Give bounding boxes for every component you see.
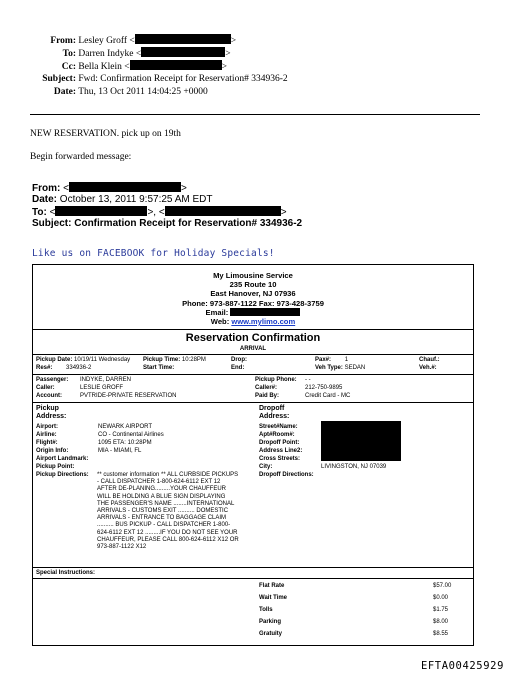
paid-by-label: Paid By:: [255, 393, 280, 399]
city-label: City:: [259, 464, 273, 470]
caller-number: [255, 385, 342, 392]
origin-row: [36, 448, 141, 455]
pax: [315, 357, 348, 364]
fwd-bracket: >: [180, 183, 187, 194]
caller: [36, 385, 123, 392]
redaction-box: [69, 182, 181, 192]
origin-label: Origin Info:: [36, 448, 69, 454]
company-block: [33, 271, 473, 326]
end-label: End:: [231, 365, 245, 371]
directions-line: 624-6112 EXT 12 .........IF YOU DO NOT SEE YOUR: [97, 529, 238, 536]
charge-label: Tolls: [259, 607, 273, 613]
airport-row: [36, 424, 152, 431]
company-address-1: 235 Route 10: [229, 280, 277, 290]
fwd-from-value: <: [63, 183, 69, 194]
email-to-row: [0, 47, 480, 61]
email-cc-row: [0, 60, 480, 74]
fwd-from-label: From:: [32, 183, 61, 194]
pickup-address-label: Address:: [36, 413, 67, 420]
directions-line: WILL BE HOLDING A BLUE SIGN DISPLAYING: [97, 493, 226, 500]
pickup-time: [143, 357, 206, 364]
email-to-label: To:: [62, 49, 76, 59]
passenger: [36, 377, 131, 384]
redaction-box: [55, 206, 147, 216]
email-subject-label: Subject:: [42, 74, 76, 84]
divider: [33, 578, 473, 579]
fwd-subject-label: Subject:: [32, 218, 72, 229]
res-label: Res#:: [36, 365, 53, 371]
email-cc-value: Bella Klein <: [78, 62, 130, 72]
redaction-box: [130, 60, 222, 70]
flight-row: [36, 440, 152, 447]
charge-value: $57.00: [433, 583, 452, 589]
pickup-date: [36, 357, 130, 364]
body-line-1: NEW RESERVATION. pick up on 19th: [30, 129, 181, 139]
airline-row: [36, 432, 164, 439]
email-subject-row: [0, 73, 480, 86]
passenger-label: Passenger:: [36, 377, 69, 383]
caller-number-label: Caller#:: [255, 385, 278, 391]
directions-line: ARRIVALS - ENTRANCE TO BAGGAGE CLAIM: [97, 515, 227, 522]
caller-number-value: 212-750-9895: [305, 385, 343, 391]
airport-value: NEWARK AIRPORT: [98, 424, 153, 430]
redaction-box: [230, 308, 300, 316]
city-row: [259, 464, 386, 471]
pax-label: Pax#:: [315, 357, 332, 363]
directions-line: ARRIVALS - CUSTOMS EXIT .......... DOMESTIC: [97, 508, 229, 515]
fwd-to-separator: >, <: [147, 207, 165, 218]
res-value: 334936-2: [66, 365, 92, 371]
charge-value: $0.00: [433, 595, 449, 601]
email-to-value: Darren Indyke <: [78, 49, 142, 59]
apt-label: Apt#Room#:: [259, 432, 295, 438]
email-from-label: From:: [50, 36, 76, 46]
fwd-subject-row: [32, 218, 302, 230]
paid-by-value: Credit Card - MC: [305, 393, 351, 399]
email-from-row: [0, 34, 480, 48]
redaction-box: [321, 421, 401, 461]
redaction-box: [141, 47, 225, 57]
caller-label: Caller:: [36, 385, 55, 391]
account-label: Account:: [36, 393, 62, 399]
company-web-row: [33, 317, 473, 326]
pickup-point-label: Pickup Point:: [36, 464, 75, 470]
company-email-row: [33, 308, 473, 317]
fwd-date-label: Date:: [32, 194, 58, 205]
pickup-phone-value: - -: [305, 377, 311, 383]
pickup-date-value: 10/19/11 Wednesday: [74, 357, 131, 363]
landmark-label: Airport Landmark:: [36, 456, 89, 462]
veh-label: Veh.#:: [419, 365, 437, 371]
flight-label: Flight#:: [36, 440, 58, 446]
charge-label: Wait Time: [259, 595, 288, 601]
pickup-date-label: Pickup Date:: [36, 357, 73, 363]
chauf-label: Chauf.:: [419, 357, 440, 363]
header-divider: [30, 114, 480, 115]
dropoff-directions-label: Dropoff Directions:: [259, 472, 314, 478]
redaction-box: [165, 206, 281, 216]
paid-by: [255, 393, 350, 400]
charge-label: Flat Rate: [259, 583, 285, 589]
airline-label: Airline:: [36, 432, 57, 438]
directions-text: [97, 472, 257, 551]
reservation-title: Reservation Confirmation: [185, 332, 321, 344]
charge-label: Gratuity: [259, 631, 283, 637]
email-subject-value: Fwd: Confirmation Receipt for Reservation# 334936-2: [78, 74, 288, 84]
dropoff-point-label: Dropoff Point:: [259, 440, 300, 446]
flight-value: 1095 ETA: 10:28PM: [98, 440, 152, 446]
drop-label: Drop:: [231, 357, 247, 363]
pickup-time-value: 10:28PM: [181, 357, 206, 363]
email-from-value: Lesley Groff <: [78, 36, 135, 46]
email-date-row: [0, 86, 480, 99]
account-value: PVTRIDE-PRIVATE RESERVATION: [80, 393, 177, 399]
email-bracket: >: [225, 49, 231, 59]
divider: [33, 329, 473, 330]
directions-line: 973-887-1122 X12: [97, 544, 147, 551]
divider: [33, 354, 473, 355]
res-number: [36, 365, 91, 372]
body-line-2: Begin forwarded message:: [30, 152, 132, 162]
redaction-box: [135, 34, 231, 44]
charge-value: $8.00: [433, 619, 449, 625]
fwd-to-label: To:: [32, 207, 47, 218]
fwd-date-value: October 13, 2011 9:57:25 AM EDT: [59, 194, 213, 205]
street-label: Street#Name:: [259, 424, 298, 430]
special-instructions-label: Special Instructions:: [36, 570, 96, 576]
email-bracket: >: [221, 62, 227, 72]
email-cc-label: Cc:: [61, 62, 76, 72]
directions-label: Pickup Directions:: [36, 472, 89, 478]
company-email-label: Email:: [205, 307, 229, 317]
reservation-subtitle: ARRIVAL: [239, 346, 267, 352]
company-web-label: Web:: [210, 317, 230, 327]
company-name: My Limousine Service: [213, 271, 293, 280]
city-value: LIVINGSTON, NJ 07039: [321, 464, 387, 470]
directions-line: ** customer information ** ALL CURBSIDE PICKUPS: [97, 472, 239, 478]
charge-label: Parking: [259, 619, 282, 625]
divider: [33, 567, 473, 568]
veh-type-label: Veh Type:: [315, 365, 343, 371]
email-bracket: >: [230, 36, 237, 46]
divider: [33, 402, 473, 403]
veh-type-value: SEDAN: [344, 365, 366, 371]
veh-type: [315, 365, 365, 372]
fwd-bracket: >: [280, 207, 287, 218]
passenger-value: INDYKE, DARREN: [80, 377, 132, 383]
dropoff-address-label: Address:: [259, 413, 290, 420]
airline-value: CO - Continental Airlines: [98, 432, 164, 438]
directions-line: THE PASSENGER'S NAME ........INTERNATIONAL: [97, 500, 235, 507]
cross-streets-label: Cross Streets:: [259, 456, 301, 462]
directions-line: CHAUFFEUR, PLEASE CALL 800-624-6112 X12 OR: [97, 536, 239, 543]
document-id: EFTA00425929: [420, 660, 504, 672]
fwd-to-value: <: [49, 207, 56, 218]
pickup-heading: Pickup: [36, 405, 59, 412]
pax-value: 1: [344, 357, 349, 363]
start-time-label: Start Time:: [143, 365, 175, 371]
pickup-phone-label: Pickup Phone:: [255, 377, 297, 383]
fwd-date-row: [32, 194, 212, 206]
company-phone: Phone: 973-887-1122 Fax: 973-428-3759: [182, 298, 324, 308]
directions-line: .......... BUS PICKUP - CALL DISPATCHER 1-800-: [97, 522, 231, 529]
dropoff-heading: Dropoff: [259, 405, 285, 412]
charge-value: $8.55: [433, 631, 449, 637]
company-address-2: East Hanover, NJ 07936: [210, 289, 296, 299]
directions-line: - CALL DISPATCHER 1-800-624-6112 EXT 12: [97, 479, 221, 486]
address-line2-label: Address Line2:: [259, 448, 303, 454]
facebook-promo-text: Like us on FACEBOOK for Holiday Specials!: [32, 248, 275, 259]
account: [36, 393, 176, 400]
caller-value: LESLIE GROFF: [80, 385, 124, 391]
email-date-value: Thu, 13 Oct 2011 14:04:25 +0000: [78, 87, 208, 97]
divider: [33, 374, 473, 375]
company-web-link[interactable]: www.mylimo.com: [231, 317, 296, 327]
pickup-phone: [255, 377, 311, 384]
charge-value: $1.75: [433, 607, 449, 613]
directions-line: AFTER DE-PLANING.........YOUR CHAUFFEUR: [97, 486, 227, 493]
pickup-time-label: Pickup Time:: [143, 357, 181, 363]
airport-label: Airport:: [36, 424, 58, 430]
origin-value: MIA - MIAMI, FL: [98, 448, 142, 454]
reservation-form: [32, 264, 474, 646]
email-date-label: Date:: [53, 87, 76, 97]
fwd-subject-value: Confirmation Receipt for Reservation# 334936-2: [74, 218, 303, 229]
